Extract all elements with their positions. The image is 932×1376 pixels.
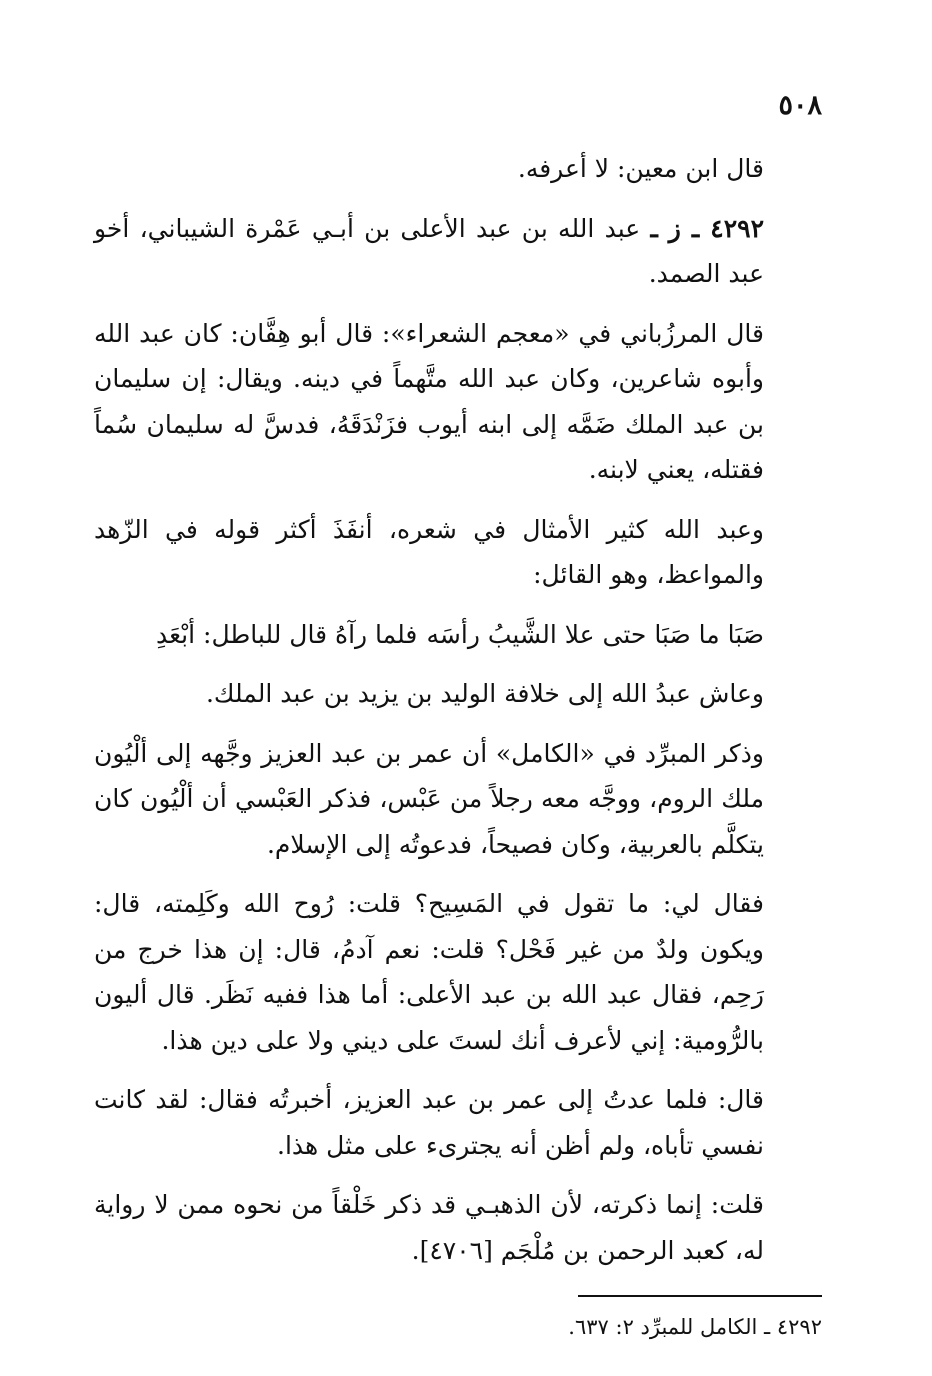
paragraph-text: فقال لي: ما تقول في المَسِيح؟ قلت: رُوح الله وكَلِمته، قال: ويكون ولدٌ من غير فَحْل؟ قلت: نعم آدمُ، قال: إن هذا خرج من رَحِم، فقال عبد الله بن عبد الأعلى: أما هذا ففيه نَظَر. قال أليون بالرُّومية: إني لأعرف أنك لستَ على ديني ولا على دين هذا. (94, 889, 764, 1055)
paragraph-text: قال: فلما عدتُ إلى عمر بن عبد العزيز، أخبرتُه فقال: لقد كانت نفسي تأباه، ولم أظن أنه يجترىء على مثل هذا. (94, 1085, 764, 1160)
footnote-divider (578, 1295, 822, 1297)
entry-name: عبد الله بن عبد الأعلى بن أبـي عَمْرة الشيباني، أخو عبد الصمد. (94, 213, 764, 288)
verse-first-hemistich: صَبَا ما صَبَا حتى علا الشَّيبُ رأسَه (426, 619, 764, 649)
paragraph-text: قال المرزُباني في «معجم الشعراء»: قال أبو هِفَّان: كان عبد الله وأبوه شاعرين، وكان عبد الله متَّهماً في دينه. ويقال: إن سليمان بن عبد الملك ضَمَّه إلى ابنه أيوب فزَنْدَقَهُ، فدسَّ له سليمان سُماً فقتله، يعني لابنه. (94, 318, 764, 484)
paragraph-text: قلت: إنما ذكرته، لأن الذهبـي قد ذكر خَلْقاً من نحوه ممن لا رواية له، كعبد الرحمن بن مُلْجَم [٤٧٠٦]. (94, 1190, 764, 1265)
paragraph-walid (94, 671, 822, 717)
paragraph-text: وعاش عبدُ الله إلى خلافة الوليد بن يزيد بن عبد الملك. (205, 679, 764, 708)
paragraph-masih (94, 881, 822, 1063)
paragraph-dhahabi (94, 1182, 822, 1273)
paragraph-marzubani (94, 311, 822, 493)
paragraph-ibn-maeen (94, 146, 822, 192)
paragraph-text: وذكر المبرِّد في «الكامل» أن عمر بن عبد العزيز وجَّهه إلى ألْيُون ملك الروم، ووجَّه معه رجلاً من عَبْس، فذكر العَبْسي أن ألْيُون كان يتكلَّم بالعربية، وكان فصيحاً، فدعوتُه إلى الإسلام. (94, 738, 764, 859)
poetry-verse (94, 612, 822, 658)
entry-heading-paragraph (94, 206, 822, 297)
paragraph-mubarrad (94, 731, 822, 868)
entry-number: ٤٢٩٢ ـ ز ـ (650, 213, 764, 243)
verse-second-hemistich: فلما رآهُ قال للباطل: أبْعَدِ (156, 619, 418, 649)
paragraph-text: قال ابن معين: لا أعرفه. (517, 154, 764, 183)
document-page (94, 86, 822, 1343)
paragraph-umar (94, 1077, 822, 1168)
footnote: ٤٢٩٢ ـ الكامل للمبرِّد ٢: ٦٣٧. (568, 1315, 822, 1339)
paragraph-amthal (94, 507, 822, 598)
paragraph-text: وعبد الله كثير الأمثال في شعره، أنفَذَ أكثر قوله في الزّهد والمواعظ، وهو القائل: (94, 514, 764, 589)
page-number: ٥٠٨ (778, 90, 822, 121)
